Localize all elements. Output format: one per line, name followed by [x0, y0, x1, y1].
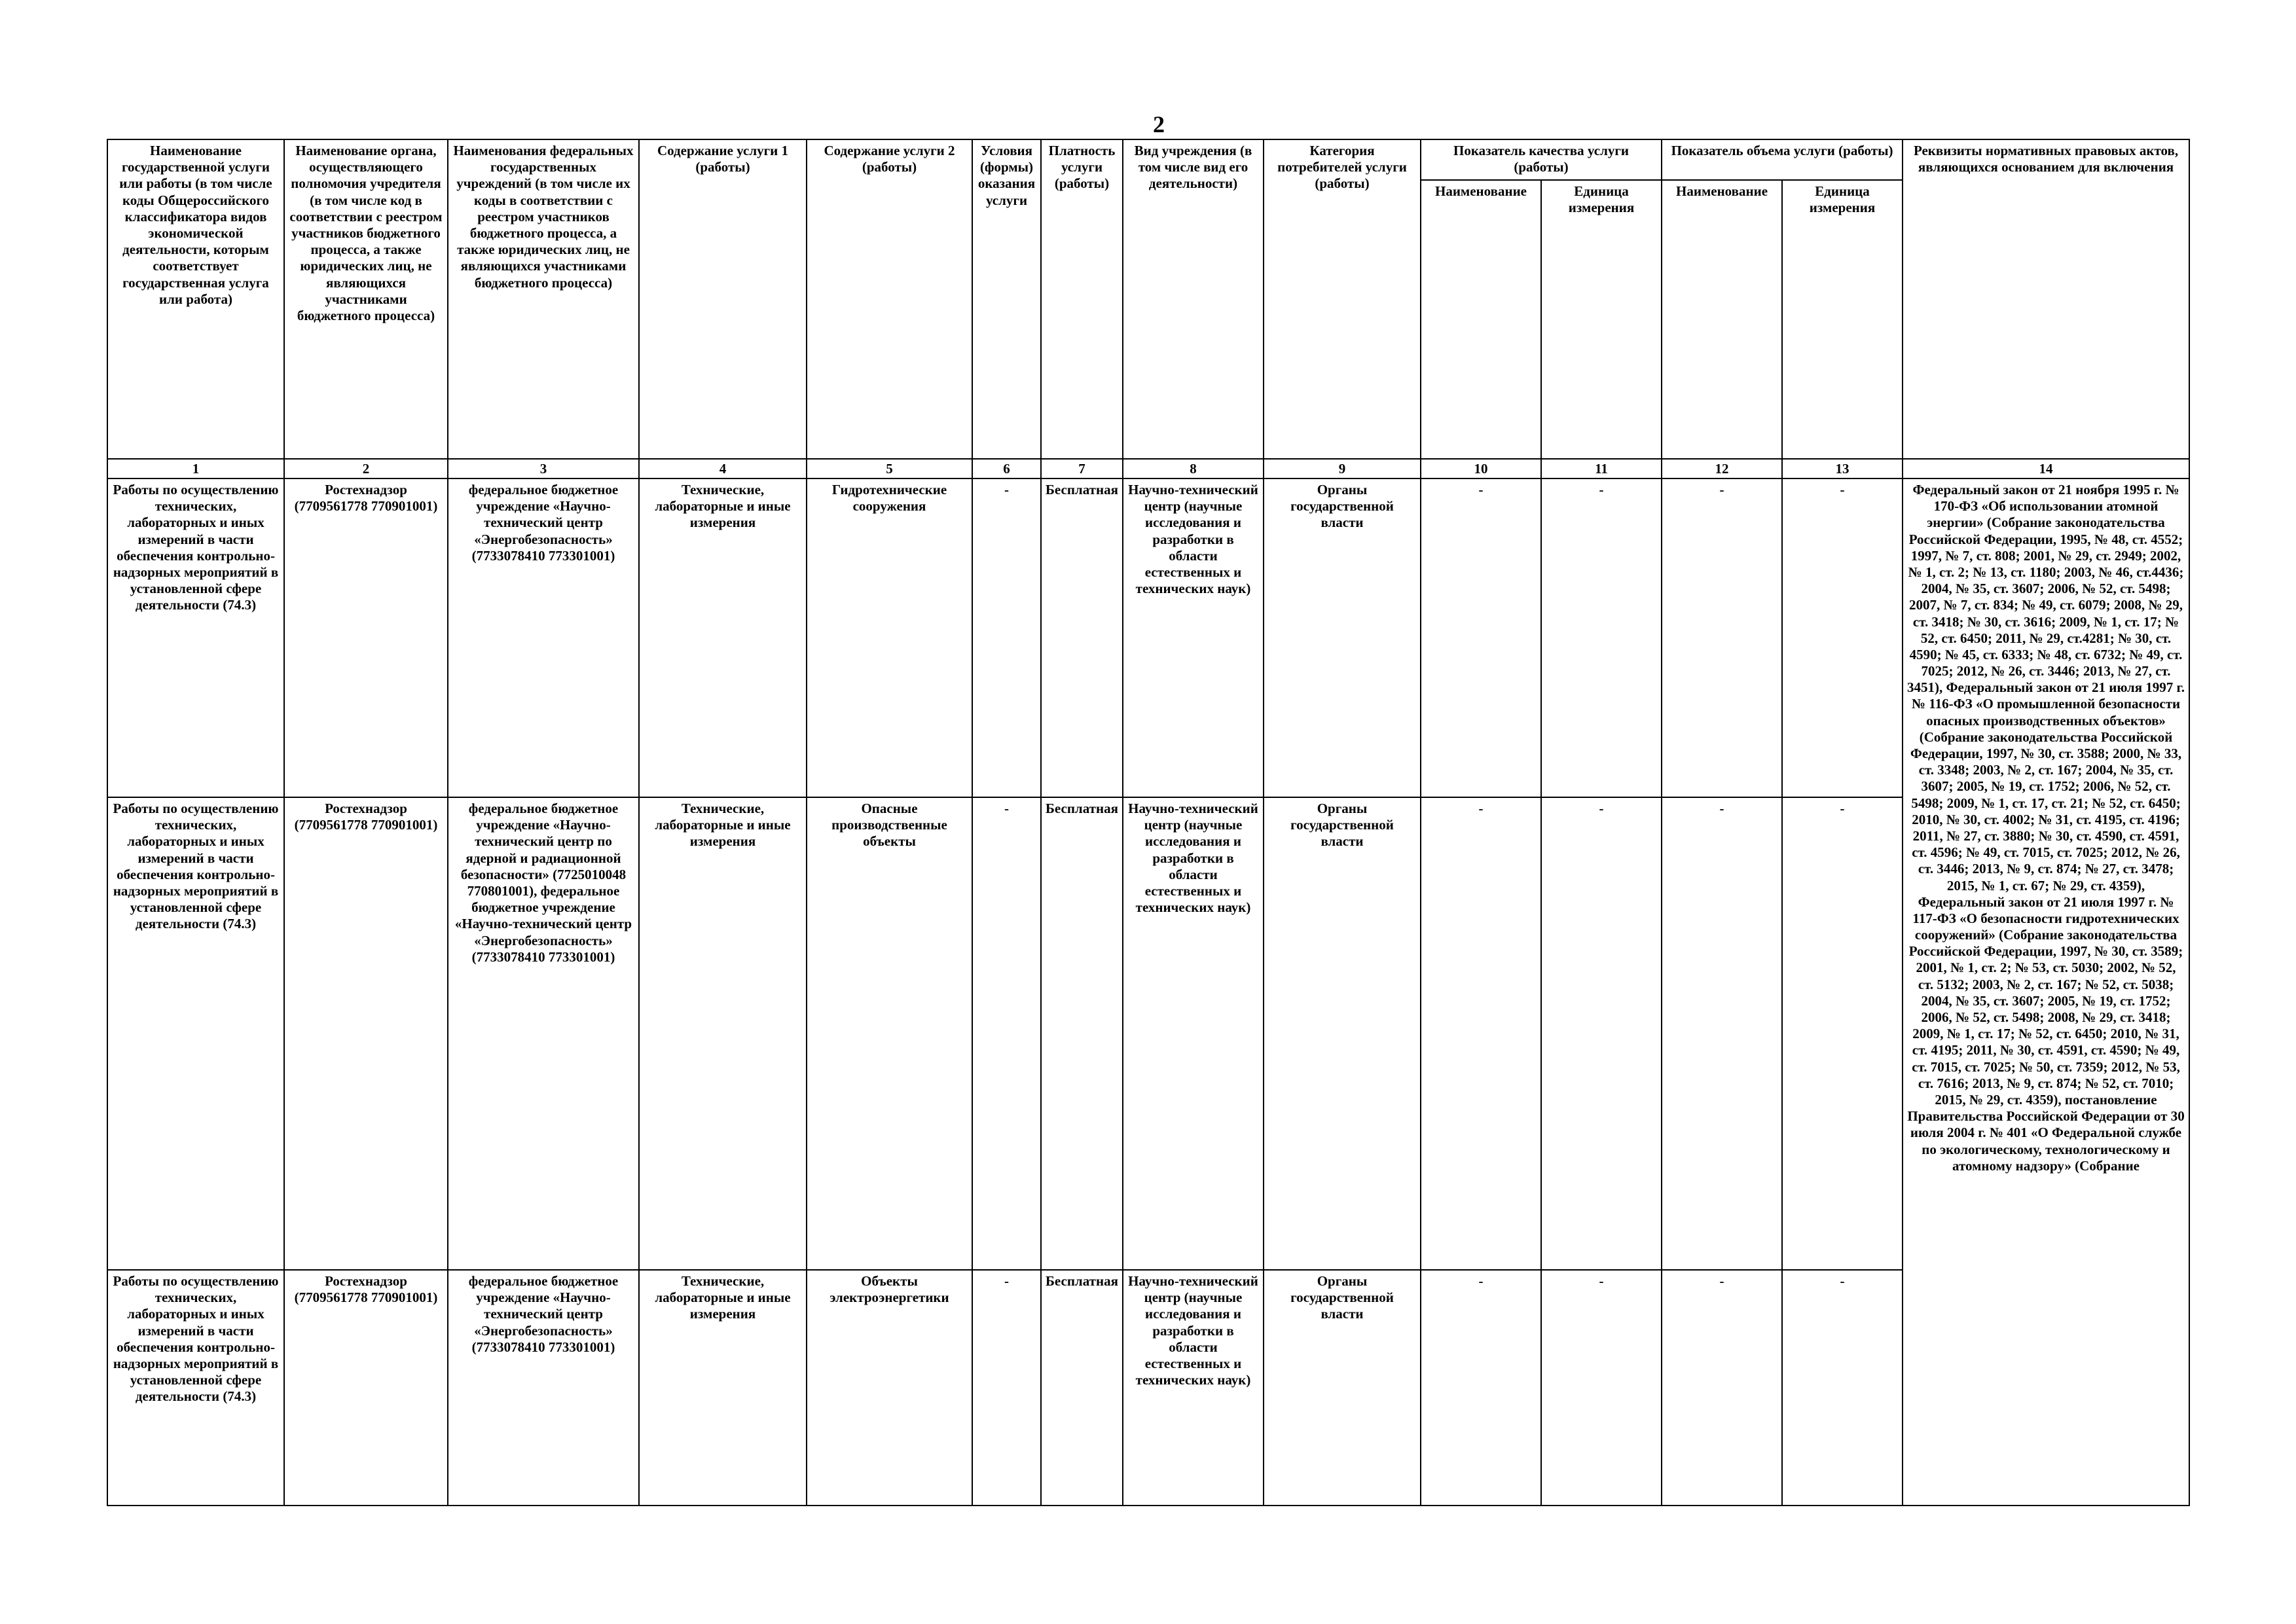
cell-consumers: Органы государственной власти — [1264, 1270, 1421, 1506]
cell-conditions: - — [972, 1270, 1041, 1506]
cell-payment: Бесплатная — [1041, 797, 1123, 1270]
column-number: 1 — [107, 459, 284, 478]
column-number: 5 — [807, 459, 972, 478]
cell-content-2: Объекты электроэнергетики — [807, 1270, 972, 1506]
column-number: 3 — [448, 459, 639, 478]
table-row — [107, 1270, 2189, 1506]
cell-service-name: Работы по осуществлению технических, лабораторных и иных измерений в части обеспечения контрольно-надзорных мероприятий в установленной сфере деятельности (74.3) — [107, 1270, 284, 1506]
cell-conditions: - — [972, 797, 1041, 1270]
header-consumers: Категория потребителей услуги (работы) — [1264, 139, 1421, 459]
cell-quality-name: - — [1421, 797, 1541, 1270]
cell-content-1: Технические, лабораторные и иные измерения — [639, 478, 807, 797]
cell-institution-kind: Научно-технический центр (научные исследования и разработки в области естественных и технических наук) — [1123, 1270, 1264, 1506]
cell-content-1: Технические, лабораторные и иные измерения — [639, 1270, 807, 1506]
cell-content-2: Гидротехнические сооружения — [807, 478, 972, 797]
cell-founder: Ростехнадзор (7709561778 770901001) — [284, 478, 448, 797]
cell-institution-kind: Научно-технический центр (научные исследования и разработки в области естественных и технических наук) — [1123, 797, 1264, 1270]
header-conditions: Условия (формы) оказания услуги — [972, 139, 1041, 459]
header-service-name: Наименование государственной услуги или работы (в том числе коды Общероссийского классификатора видов экономической деятельности, которым соответствует государственная услуга или работа) — [107, 139, 284, 459]
column-number: 8 — [1123, 459, 1264, 478]
cell-quality-unit: - — [1541, 478, 1662, 797]
cell-payment: Бесплатная — [1041, 1270, 1123, 1506]
header-volume-unit: Единица измерения — [1782, 180, 1903, 459]
cell-payment: Бесплатная — [1041, 478, 1123, 797]
header-legal-basis: Реквизиты нормативных правовых актов, являющихся основанием для включения — [1903, 139, 2189, 459]
cell-service-name: Работы по осуществлению технических, лабораторных и иных измерений в части обеспечения контрольно-надзорных мероприятий в установленной сфере деятельности (74.3) — [107, 478, 284, 797]
column-number: 14 — [1903, 459, 2189, 478]
column-number: 7 — [1041, 459, 1123, 478]
cell-conditions: - — [972, 478, 1041, 797]
cell-volume-name: - — [1662, 1270, 1782, 1506]
header-volume-name: Наименование — [1662, 180, 1782, 459]
cell-volume-unit: - — [1782, 1270, 1903, 1506]
cell-quality-name: - — [1421, 478, 1541, 797]
cell-service-name: Работы по осуществлению технических, лабораторных и иных измерений в части обеспечения контрольно-надзорных мероприятий в установленной сфере деятельности (74.3) — [107, 797, 284, 1270]
cell-legal-basis: Федеральный закон от 21 ноября 1995 г. № 170-ФЗ «Об использовании атомной энергии» (Собрание законодательства Российской Федерации, 1995, № 48, ст. 4552; 1997, № 7, ст. 808; 2001, № 29, ст. 2949; 2002, № 1, ст. 2; № 13, ст. 1180; 2003, № 46, ст.4436; 2004, № 35, ст. 3607; 2006, № 52, ст. 5498; 2007, № 7, ст. 834; № 49, ст. 6079; 2008, № 29, ст. 3418; № 30, ст. 3616; 2009, № 1, ст. 17; № 52, ст. 6450; 2011, № 29, ст.4281; № 30, ст. 4590; № 45, ст. 6333; № 48, ст. 6732; № 49, ст. 7025; 2012, № 26, ст. 3446; 2013, № 27, ст. 3451), Федеральный закон от 21 июля 1997 г. № 116-ФЗ «О промышленной безопасности опасных производственных объектов» (Собрание законодательства Российской Федерации, 1997, № 30, ст. 3588; 2000, № 33, ст. 3348; 2003, № 2, ст. 167; 2004, № 35, ст. 3607; 2005, № 19, ст. 1752; 2006, № 52, ст. 5498; 2009, № 1, ст. 17, ст. 21; № 52, ст. 6450; 2010, № 30, ст. 4002; № 31, ст. 4195, ст. 4196; 2011, № 27, ст. 3880; № 30, ст. 4590, ст. 4591, ст. 4596; № 49, ст. 7015, ст. 7025; 2012, № 26, ст. 3446; 2013, № 9, ст. 874; № 27, ст. 3478; 2015, № 1, ст. 67; № 29, ст. 4359), Федеральный закон от 21 июля 1997 г. № 117-ФЗ «О безопасности гидротехнических сооружений» (Собрание законодательства Российской Федерации, 1997, № 30, ст. 3589; 2001, № 1, ст. 2; № 53, ст. 5030; 2002, № 52, ст. 5132; 2003, № 2, ст. 167; № 52, ст. 5038; 2004, № 35, ст. 3607; 2005, № 19, ст. 1752; 2006, № 52, ст. 5498; 2008, № 29, ст. 3418; 2009, № 1, ст. 17; № 52, ст. 6450; 2010, № 31, ст. 4195; 2011, № 30, ст. 4591, ст. 4590; № 49, ст. 7015, ст. 7025; № 50, ст. 7359; 2012, № 53, ст. 7616; 2013, № 9, ст. 874; № 52, ст. 7010; 2015, № 29, ст. 4359), постановление Правительства Российской Федерации от 30 июля 2004 г. № 401 «О Федеральной службе по экологическому, технологическому и атомному надзору» (Собрание — [1903, 478, 2189, 1506]
cell-institutions: федеральное бюджетное учреждение «Научно-технический центр «Энергобезопасность» (7733078410 773301001) — [448, 1270, 639, 1506]
header-content-2: Содержание услуги 2 (работы) — [807, 139, 972, 459]
cell-quality-name: - — [1421, 1270, 1541, 1506]
header-quality-name: Наименование — [1421, 180, 1541, 459]
header-row — [107, 139, 2189, 180]
cell-founder: Ростехнадзор (7709561778 770901001) — [284, 797, 448, 1270]
cell-quality-unit: - — [1541, 1270, 1662, 1506]
cell-quality-unit: - — [1541, 797, 1662, 1270]
cell-consumers: Органы государственной власти — [1264, 478, 1421, 797]
column-number: 10 — [1421, 459, 1541, 478]
cell-volume-unit: - — [1782, 797, 1903, 1270]
cell-institutions: федеральное бюджетное учреждение «Научно-технический центр по ядерной и радиационной безопасности» (7725010048 770801001), федеральное бюджетное учреждение «Научно-технический центр «Энергобезопасность» (7733078410 773301001) — [448, 797, 639, 1270]
header-payment: Платность услуги (работы) — [1041, 139, 1123, 459]
table-row — [107, 478, 2189, 797]
header-quality-group: Показатель качества услуги (работы) — [1421, 139, 1662, 180]
cell-volume-unit: - — [1782, 478, 1903, 797]
column-number: 13 — [1782, 459, 1903, 478]
cell-institution-kind: Научно-технический центр (научные исследования и разработки в области естественных и технических наук) — [1123, 478, 1264, 797]
header-founder: Наименование органа, осуществляющего полномочия учредителя (в том числе код в соответствии с реестром участников бюджетного процесса, а также юридических лиц, не являющихся участниками бюджетного процесса) — [284, 139, 448, 459]
column-number: 11 — [1541, 459, 1662, 478]
column-number: 12 — [1662, 459, 1782, 478]
cell-volume-name: - — [1662, 797, 1782, 1270]
cell-content-2: Опасные производственные объекты — [807, 797, 972, 1270]
cell-consumers: Органы государственной власти — [1264, 797, 1421, 1270]
services-registry-table — [107, 139, 2190, 1506]
page-number: 2 — [1153, 111, 1165, 137]
header-volume-group: Показатель объема услуги (работы) — [1662, 139, 1903, 180]
table-row — [107, 797, 2189, 1270]
header-content-1: Содержание услуги 1 (работы) — [639, 139, 807, 459]
cell-volume-name: - — [1662, 478, 1782, 797]
cell-institutions: федеральное бюджетное учреждение «Научно-технический центр «Энергобезопасность» (7733078410 773301001) — [448, 478, 639, 797]
cell-founder: Ростехнадзор (7709561778 770901001) — [284, 1270, 448, 1506]
header-institution-kind: Вид учреждения (в том числе вид его деятельности) — [1123, 139, 1264, 459]
column-number-row — [107, 459, 2189, 478]
column-number: 9 — [1264, 459, 1421, 478]
header-quality-unit: Единица измерения — [1541, 180, 1662, 459]
header-institutions: Наименования федеральных государственных учреждений (в том числе их коды в соответствии с реестром участников бюджетного процесса, а также юридических лиц, не являющихся участниками бюджетного процесса) — [448, 139, 639, 459]
column-number: 4 — [639, 459, 807, 478]
column-number: 2 — [284, 459, 448, 478]
column-number: 6 — [972, 459, 1041, 478]
cell-content-1: Технические, лабораторные и иные измерения — [639, 797, 807, 1270]
